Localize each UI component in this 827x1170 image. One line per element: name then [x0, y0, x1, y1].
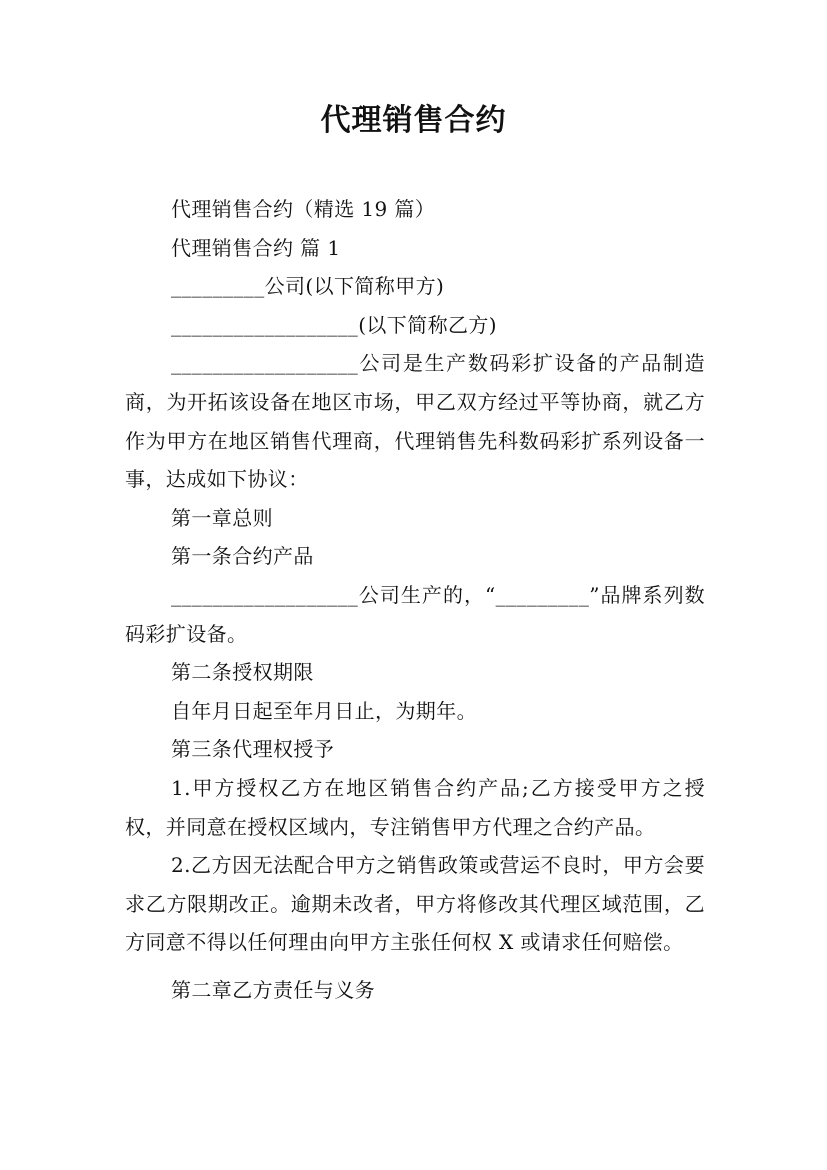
- paragraph-preamble: __________________公司是生产数码彩扩设备的产品制造商，为开拓该设备在地区市场，甲乙双方经过平等协商，就乙方作为甲方在地区销售代理商，代理销售先科数码彩扩系列设备一事，达成如下协议：: [125, 351, 705, 492]
- document-title: 代理销售合约: [320, 103, 507, 138]
- paragraph-chapter-2: 第二章乙方责任与义务: [171, 977, 375, 1002]
- paragraph-party-b: __________________(以下简称乙方): [171, 312, 498, 337]
- paragraph-article-1: 第一条合约产品: [171, 544, 314, 569]
- paragraph-subtitle: 代理销售合约（精选 19 篇）: [171, 197, 436, 221]
- paragraph-chapter-1: 第一章总则: [171, 505, 273, 530]
- paragraph-article-3-item-1: 1.甲方授权乙方在地区销售合约产品;乙方接受甲方之授权，并同意在授权区域内，专注销售甲方代理之合约产品。: [125, 775, 705, 839]
- paragraph-article-2-body: 自年月日起至年月日止，为期年。: [171, 698, 477, 723]
- paragraph-article-1-body: __________________公司生产的，“_________”品牌系列数码彩扩设备。: [125, 582, 705, 646]
- paragraph-article-3: 第三条代理权授予: [171, 737, 335, 762]
- paragraph-article-2: 第二条授权期限: [171, 660, 314, 685]
- paragraph-article-3-item-2: 2.乙方因无法配合甲方之销售政策或营运不良时，甲方会要求乙方限期改正。逾期未改者，甲方将修改其代理区域范围，乙方同意不得以任何理由向甲方主张任何权 X 或请求任何赔偿。: [125, 853, 705, 955]
- document-body: [125, 190, 705, 1009]
- paragraph-party-a: _________公司(以下简称甲方): [171, 274, 445, 299]
- paragraph-section-heading: 代理销售合约 篇 1: [171, 235, 341, 260]
